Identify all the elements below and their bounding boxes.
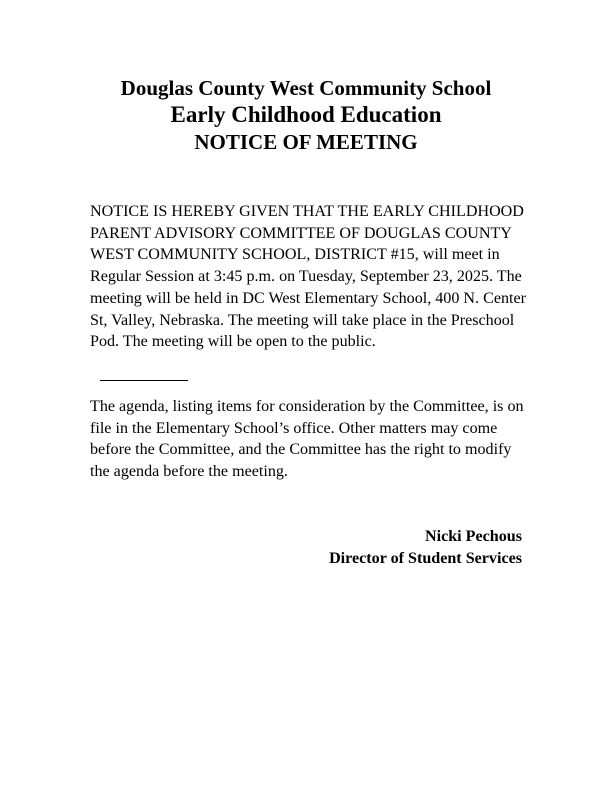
notice-paragraph: NOTICE IS HEREBY GIVEN THAT THE EARLY CHILDHOOD PARENT ADVISORY COMMITTEE OF DOUGLAS COUNTY WEST COMMUNITY SCHOOL, DISTRICT #15, will meet in Regular Session at 3:45 p.m. on Tuesday, September 23, 2025. The meeting will be held in DC West Elementary School, 400 N. Center St, Valley, Nebraska. The meeting will take place in the Preschool Pod. The meeting will be open to the public. <box>90 203 526 351</box>
signature-title: Director of Student Services <box>329 550 522 567</box>
notice-title: NOTICE OF MEETING <box>194 130 418 154</box>
signature-block <box>329 526 522 570</box>
signature-name: Nicki Pechous <box>424 528 522 545</box>
divider-line <box>100 380 188 381</box>
program-name: Early Childhood Education <box>170 102 442 127</box>
school-name: Douglas County West Community School <box>120 76 492 100</box>
agenda-paragraph: The agenda, listing items for consideration by the Committee, is on file in the Elementary School’s office. Other matters may come before the Committee, and the Committee has the right to modify the agenda before the meeting. <box>90 398 524 481</box>
notice-header <box>0 75 612 157</box>
